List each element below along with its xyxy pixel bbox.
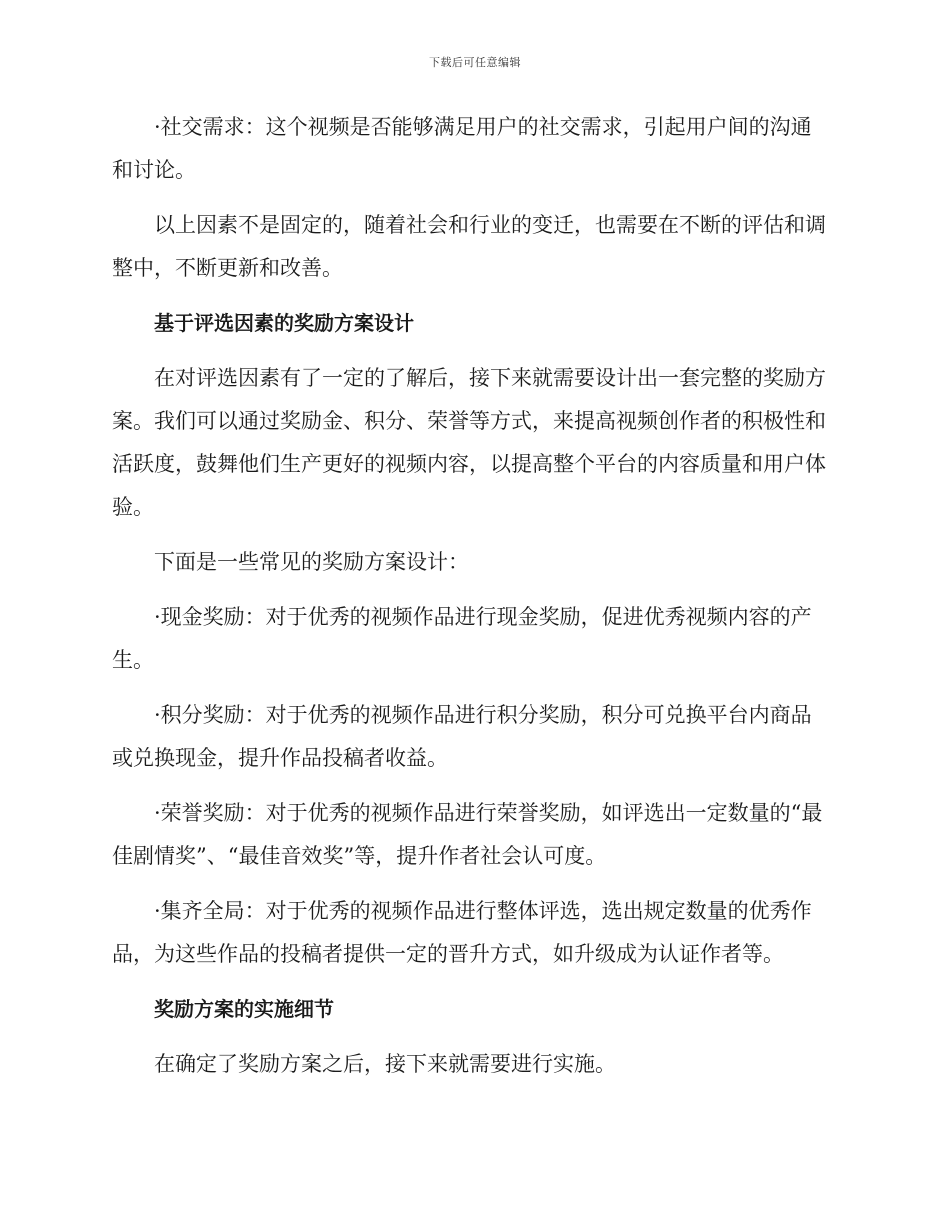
document-body — [112, 106, 832, 1098]
paragraph-factors-not-fixed: 以上因素不是固定的，随着社会和行业的变迁，也需要在不断的评估和调整中，不断更新和改善。 — [112, 213, 826, 280]
list-item-overall-selection: ·集齐全局：对于优秀的视频作品进行整体评选，选出规定数量的优秀作品，为这些作品的投稿者提供一定的晋升方式，如升级成为认证作者等。 — [112, 899, 812, 966]
section-heading-implementation: 奖励方案的实施细节 — [154, 997, 334, 1021]
page-header: 下载后可任意编辑 — [429, 56, 521, 69]
list-item-points-reward: ·积分奖励：对于优秀的视频作品进行积分奖励，积分可兑换平台内商品或兑换现金，提升作品投稿者收益。 — [112, 703, 812, 770]
list-item-cash-reward: ·现金奖励：对于优秀的视频作品进行现金奖励，促进优秀视频内容的产生。 — [112, 605, 812, 672]
paragraph-reward-design-intro: 在对评选因素有了一定的了解后，接下来就需要设计出一套完整的奖励方案。我们可以通过奖励金、积分、荣誉等方式，来提高视频创作者的积极性和活跃度，鼓舞他们生产更好的视频内容，以提高整个平台的内容质量和用户体验。 — [112, 366, 826, 519]
paragraph-implementation-intro: 在确定了奖励方案之后，接下来就需要进行实施。 — [154, 1052, 616, 1076]
list-item-honor-reward: ·荣誉奖励：对于优秀的视频作品进行荣誉奖励，如评选出一定数量的“最佳剧情奖”、“最佳音效奖”等，提升作者社会认可度。 — [112, 801, 823, 868]
paragraph-social-needs: ·社交需求：这个视频是否能够满足用户的社交需求，引起用户间的沟通和讨论。 — [112, 115, 812, 182]
paragraph-common-designs: 下面是一些常见的奖励方案设计： — [154, 550, 469, 574]
section-heading-reward-design: 基于评选因素的奖励方案设计 — [154, 311, 414, 335]
